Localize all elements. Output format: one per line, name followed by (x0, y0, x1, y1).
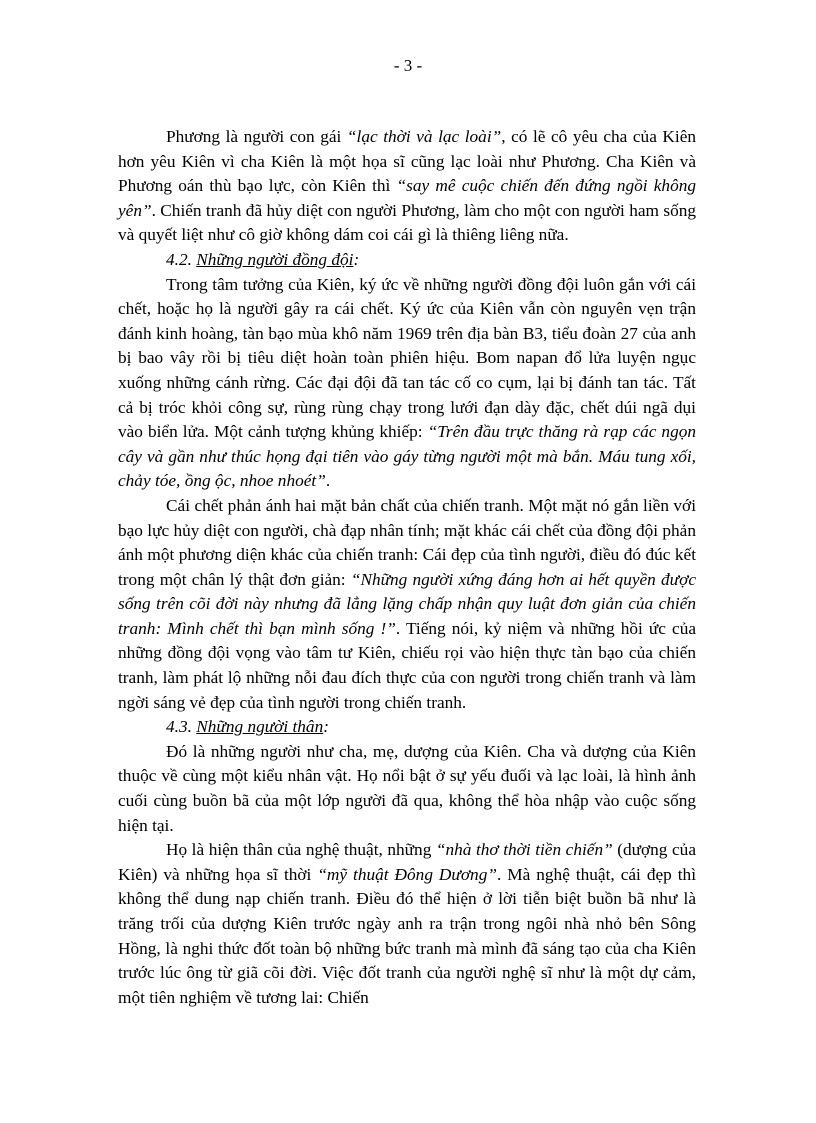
section-colon: : (353, 249, 360, 269)
page-number: - 3 - (393, 56, 423, 75)
paragraph-nghe-thuat (118, 838, 696, 1010)
text-run: . Mà nghệ thuật, cái đẹp thì không thể dung nạp chiến tranh. Điều đó thể hiện ở lời tiễn biệt buồn bã như là trăng trối của dượng Kiên trước ngày anh ra trận trong ngôi nhà nhỏ bên Sông Hồng, là nghi thức đốt toàn bộ những bức tranh mà mình đã sáng tạo của cha Kiên trước lúc ông từ giã cõi đời. Việc đốt tranh của người nghệ sĩ như là một dự cảm, một tiên nghiệm về tương lai: Chiến (118, 864, 696, 1007)
text-run: Đó là những người như cha, mẹ, dượng của Kiên. Cha và dượng của Kiên thuộc về cùng một kiểu nhân vật. Họ nổi bật ở sự yếu đuối và lạc loài, là hình ảnh cuối cùng buồn bã của một lớp người đã qua, không thể hòa nhập vào cuộc sống hiện tại. (118, 741, 696, 835)
paragraph-dong-doi (118, 273, 696, 494)
text-run: Họ là hiện thân của nghệ thuật, những (166, 840, 436, 860)
quote: “mỹ thuật Đông Dương” (317, 864, 497, 884)
section-heading-4-3 (118, 715, 696, 740)
text-run: , có lẽ cô yêu cha của Kiên hơn yêu Kiên vì cha Kiên là một họa sĩ cũng lạc loài như Phương. Cha Kiên và Phương oán thù bạo lực, còn Kiên thì (118, 127, 697, 196)
section-number: 4.3. (166, 717, 197, 737)
document-body (118, 125, 696, 1010)
quote: “lạc thời và lạc loài” (346, 127, 502, 146)
section-colon: : (323, 717, 329, 737)
text-run: (dượng của Kiên) và những họa sĩ thời (118, 840, 696, 884)
text-run: Cái chết phản ánh hai mặt bản chất của chiến tranh. Một mặt nó gắn liền với bạo lực hủy diệt con người, chà đạp nhân tính; mặt khác cái chết của đồng đội phản ánh một phương diện khác của chiến tranh: Cái đẹp của tình người, điều đó đúc kết trong một chân lý thật đơn giản: (118, 495, 696, 589)
section-title: Những người thân (196, 717, 324, 737)
text-run: . (325, 471, 331, 491)
section-title: Những người đồng đội (196, 249, 354, 269)
text-run: Trong tâm tưởng của Kiên, ký ức về những người đồng đội luôn gắn với cái chết, hoặc họ là người gây ra cái chết. Ký ức của Kiên vẫn còn nguyên vẹn trận đánh kinh hoàng, tàn bạo mùa khô năm 1969 trên địa bàn B3, tiểu đoàn 27 của anh bị bao vây rồi bị tiêu diệt hoàn toàn phiên hiệu. Bom napan đổ lửa luyện ngục xuống những cánh rừng. Các đại đội đã tan tác cố co cụm, lại bị đánh tan tác. Tất cả bị tróc khỏi công sự, rùng rùng chạy trong lưới đạn dày đặc, chết dúi ngã dụi vào biển lửa. Một cảnh tượng khủng khiếp: (118, 274, 696, 442)
text-run: . Tiếng nói, kỷ niệm và những hồi ức của những đồng đội vọng vào tâm tư Kiên, chiếu rọi vào hiện thực tàn bạo của chiến tranh, làm phát lộ những nỗi đau đích thực của con người trong chiến tranh và làm ngời sáng vẻ đẹp của tình người trong chiến tranh. (118, 618, 697, 712)
section-number: 4.2. (166, 249, 197, 269)
paragraph-cai-chet (118, 494, 696, 715)
paragraph-nguoi-than (118, 740, 696, 838)
quote: “say mê cuộc chiến đến đứng ngồi không yên” (118, 176, 696, 220)
quote: “Trên đầu trực thăng rà rạp các ngọn cây và gần như thúc họng đại tiên vào gáy từng người một mà bắn. Máu tung xối, chảy tóe, ồng ộc, nhoe nhoét” (118, 422, 696, 491)
quote: “nhà thơ thời tiền chiến” (435, 840, 613, 860)
text-run: . Chiến tranh đã hủy diệt con người Phương, làm cho một con người ham sống và quyết liệt như cô giờ không dám coi cái gì là thiêng liêng nữa. (118, 200, 696, 245)
paragraph-phuong (118, 125, 696, 248)
text-run: Phương là người con gái (166, 127, 347, 146)
section-heading-4-2 (118, 248, 696, 273)
quote: “Những người xứng đáng hơn ai hết quyền được sống trên cõi đời này nhưng đã lẳng lặng chấp nhận quy luật đơn giản của chiến tranh: Mình chết thì bạn mình sống !” (118, 569, 696, 638)
